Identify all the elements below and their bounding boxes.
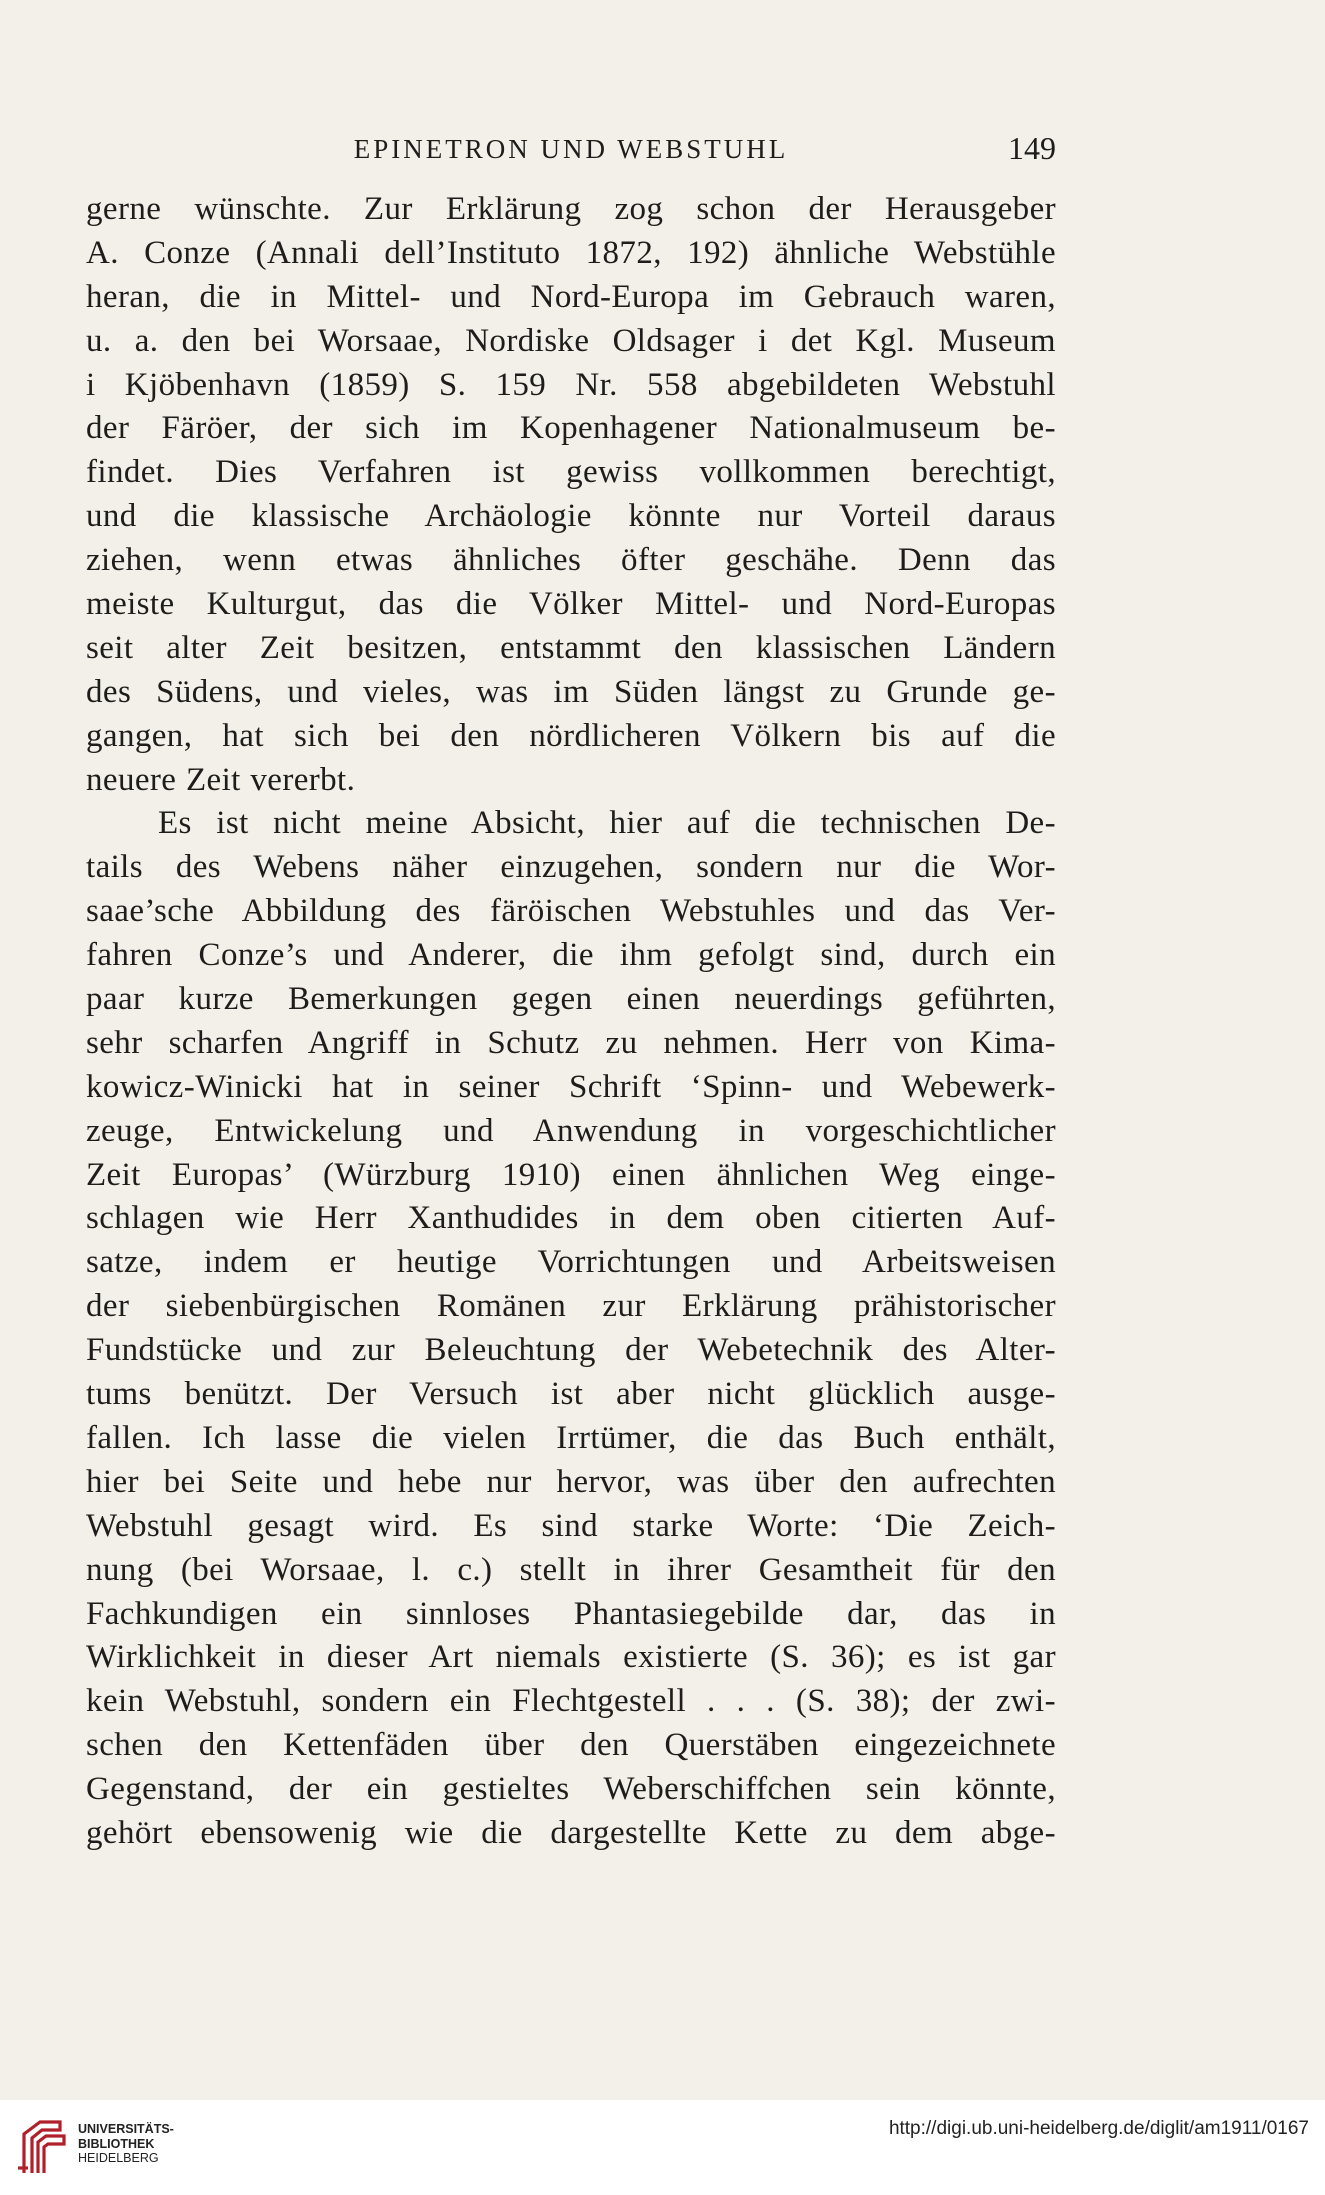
text-line: gerne wünschte. Zur Erklärung zog schon der Herausgeber [86,191,1056,227]
library-name-line: HEIDELBERG [78,2151,159,2165]
text-line: tums benützt. Der Versuch ist aber nicht glücklich ausge- [86,1376,1056,1413]
text-line: schen den Kettenfäden über den Querstäben eingezeichnete [86,1727,1056,1764]
text-line: kowicz-Winicki hat in seiner Schrift ‘Spinn- und Webewerk- [86,1068,1056,1105]
page-number: 149 [1008,130,1056,166]
text-line: seit alter Zeit besitzen, entstammt den klassischen Ländern [86,629,1056,666]
text-line: der Färöer, der sich im Kopenhagener Nationalmuseum be- [86,410,1056,447]
running-head [86,130,1056,170]
text-line: Fundstücke und zur Beleuchtung der Webetechnik des Alter- [86,1332,1056,1369]
text-line: nung (bei Worsaae, l. c.) stellt in ihrer Gesamtheit für den [86,1551,1056,1588]
text-line: hier bei Seite und hebe nur hervor, was über den aufrechten [86,1463,1056,1500]
text-line: Zeit Europas’ (Würzburg 1910) einen ähnlichen Weg einge- [86,1156,1056,1193]
text-line: Fachkundigen ein sinnloses Phantasiegebilde dar, das in [86,1595,1056,1632]
library-name [78,2122,174,2166]
running-title: EPINETRON UND WEBSTUHL [353,134,789,164]
digitization-footer [0,2100,1325,2195]
text-line: der siebenbürgischen Romänen zur Erklärung prähistorischer [86,1288,1056,1325]
text-line: ziehen, wenn etwas ähnliches öfter geschähe. Denn das [86,542,1056,579]
text-line: Gegenstand, der ein gestieltes Weberschiffchen sein könnte, [86,1771,1056,1808]
text-line: saae’sche Abbildung des färöischen Webstuhles und das Ver- [86,893,1056,930]
text-line: u. a. den bei Worsaae, Nordiske Oldsager i det Kgl. Museum [86,322,1056,359]
text-line: kein Webstuhl, sondern ein Flechtgestell . . . (S. 38); der zwi- [86,1683,1056,1720]
text-line: Wirklichkeit in dieser Art niemals existierte (S. 36); es ist gar [86,1639,1056,1676]
library-logo-mark [18,2122,64,2173]
text-line: tails des Webens näher einzugehen, sondern nur die Wor- [86,849,1056,886]
text-line: satze, indem er heutige Vorrichtungen und Arbeitsweisen [86,1244,1056,1281]
text-line: gehört ebensowenig wie die dargestellte Kette zu dem abge- [86,1814,1056,1851]
text-line: und die klassische Archäologie könnte nur Vorteil daraus [86,498,1056,535]
text-line: fahren Conze’s und Anderer, die ihm gefolgt sind, durch ein [86,937,1056,974]
text-line: i Kjöbenhavn (1859) S. 159 Nr. 558 abgebildeten Webstuhl [86,366,1056,403]
library-name-line: UNIVERSITÄTS- [78,2122,174,2136]
text-line: sehr scharfen Angriff in Schutz zu nehmen. Herr von Kima- [86,1024,1056,1061]
text-line: gangen, hat sich bei den nördlicheren Völkern bis auf die [86,717,1056,754]
paragraph-start-line: Es ist nicht meine Absicht, hier auf die technischen De- [158,805,1056,842]
text-line: des Südens, und vieles, was im Süden längst zu Grunde ge- [86,673,1056,710]
text-line: schlagen wie Herr Xanthudides in dem oben citierten Auf- [86,1200,1056,1237]
text-line: meiste Kulturgut, das die Völker Mittel- und Nord-Europas [86,586,1056,623]
text-line: fallen. Ich lasse die vielen Irrtümer, die das Buch enthält, [86,1419,1056,1456]
source-url-link[interactable]: http://digi.ub.uni-heidelberg.de/diglit/am1911/0167 [888,2118,1309,2139]
text-line: A. Conze (Annali dell’Instituto 1872, 192) ähnliche Webstühle [86,234,1056,271]
logo-inner-stroke [38,2136,64,2173]
logo-outer-stroke [24,2122,60,2173]
text-line: zeuge, Entwickelung und Anwendung in vorgeschichtlicher [86,1112,1056,1149]
text-line: Webstuhl gesagt wird. Es sind starke Worte: ‘Die Zeich- [86,1507,1056,1544]
library-logo-icon [14,2118,70,2176]
text-line: paar kurze Bemerkungen gegen einen neuerdings geführten, [86,981,1056,1018]
text-line: findet. Dies Verfahren ist gewiss vollkommen berechtigt, [86,454,1056,491]
body-text [86,188,1056,1856]
paragraph-end-line: neuere Zeit vererbt. [86,761,356,798]
text-line: heran, die in Mittel- und Nord-Europa im Gebrauch waren, [86,278,1056,315]
library-name-line: BIBLIOTHEK [78,2136,155,2151]
